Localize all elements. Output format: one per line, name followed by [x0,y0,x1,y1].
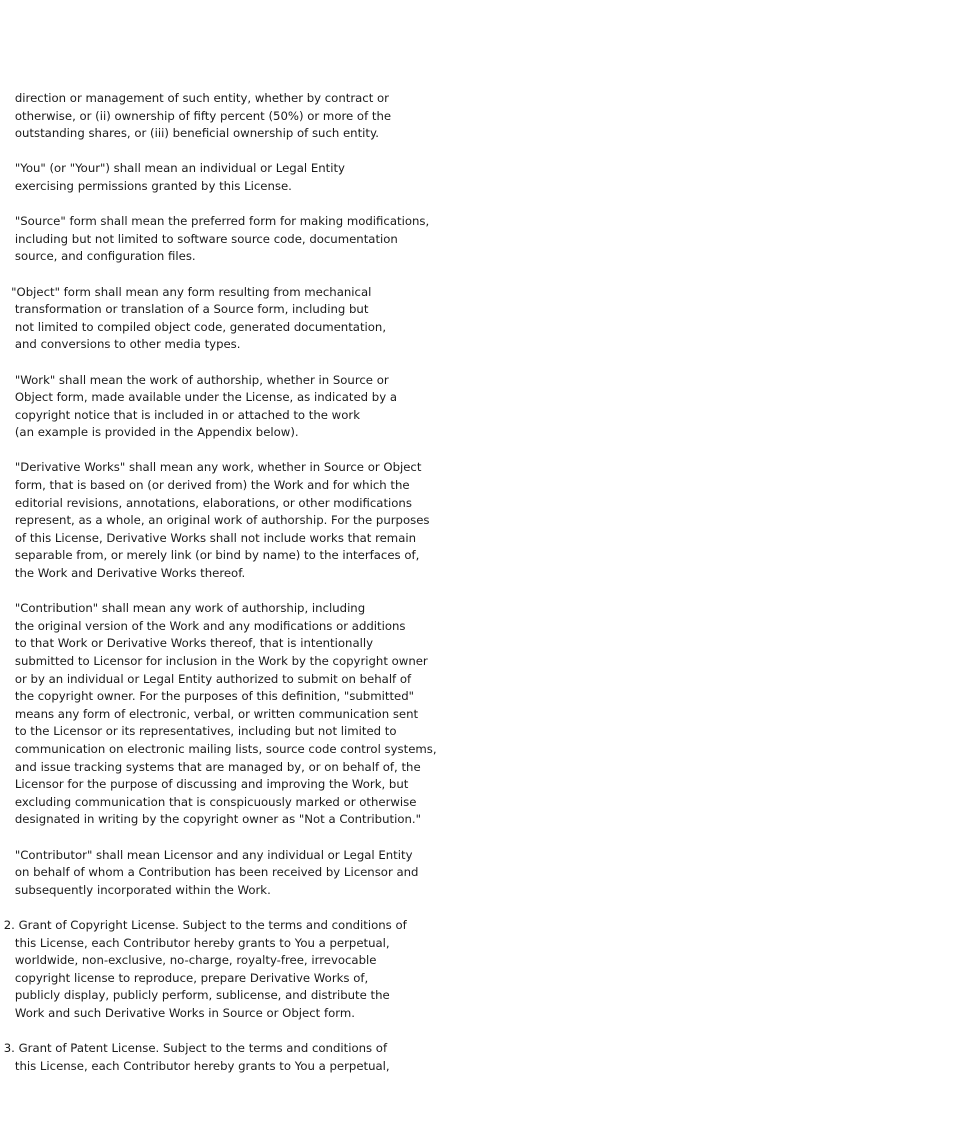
text-line: "Contribution" shall mean any work of authorship, including [0,601,366,616]
text-line: this License, each Contributor hereby grants to You a perpetual, [0,935,390,950]
text-line: "You" (or "Your") shall mean an individual or Legal Entity [0,161,345,176]
text-line: "Object" form shall mean any form resulting from mechanical [0,284,372,299]
license-paragraph [0,213,954,266]
license-paragraph [0,600,954,829]
text-line: including but not limited to software source code, documentation [0,231,398,246]
text-line: 3. Grant of Patent License. Subject to the terms and conditions of [0,1041,388,1056]
text-line: not limited to compiled object code, generated documentation, [0,319,387,334]
text-line: (an example is provided in the Appendix below). [0,425,299,440]
text-line: copyright notice that is included in or attached to the work [0,407,360,422]
text-line: to that Work or Derivative Works thereof, that is intentionally [0,636,374,651]
text-line: excluding communication that is conspicuously marked or otherwise [0,794,417,809]
text-line: transformation or translation of a Source form, including but [0,302,369,317]
text-line: designated in writing by the copyright owner as "Not a Contribution." [0,812,421,827]
text-line: outstanding shares, or (iii) beneficial ownership of such entity. [0,126,379,141]
text-line: Licensor for the purpose of discussing and improving the Work, but [0,777,409,792]
license-paragraph [0,90,954,143]
text-line: exercising permissions granted by this License. [0,178,292,193]
text-line: submitted to Licensor for inclusion in the Work by the copyright owner [0,654,428,668]
text-line: on behalf of whom a Contribution has been received by Licensor and [0,865,419,880]
text-line: "Contributor" shall mean Licensor and any individual or Legal Entity [0,847,413,862]
text-line: or by an individual or Legal Entity authorized to submit on behalf of [0,671,412,686]
text-line: copyright license to reproduce, prepare Derivative Works of, [0,970,369,985]
license-paragraph [0,459,954,582]
license-paragraph [0,160,954,195]
text-line: Work and such Derivative Works in Source or Object form. [0,1005,355,1020]
text-line: Object form, made available under the License, as indicated by a [0,390,397,405]
license-paragraph [0,1040,954,1075]
license-paragraph [0,284,954,354]
text-line: editorial revisions, annotations, elaborations, or other modifications [0,495,412,510]
text-line: direction or management of such entity, whether by contract or [0,91,389,105]
text-line: separable from, or merely link (or bind by name) to the interfaces of, [0,548,420,563]
text-line: the Work and Derivative Works thereof. [0,566,246,581]
text-line: otherwise, or (ii) ownership of fifty percent (50%) or more of the [0,108,392,123]
license-paragraph [0,847,954,900]
text-line: and conversions to other media types. [0,337,241,352]
text-line: "Source" form shall mean the preferred form for making modifications, [0,214,430,229]
license-paragraph [0,372,954,442]
text-line: means any form of electronic, verbal, or written communication sent [0,706,419,721]
license-document [0,90,954,1093]
text-line: worldwide, non-exclusive, no-charge, royalty-free, irrevocable [0,953,377,968]
text-line: the original version of the Work and any modifications or additions [0,618,406,633]
text-line: "Derivative Works" shall mean any work, whether in Source or Object [0,460,422,475]
text-line: source, and configuration files. [0,249,196,264]
license-paragraph [0,917,954,1023]
text-line: and issue tracking systems that are managed by, or on behalf of, the [0,759,421,774]
text-line: subsequently incorporated within the Work. [0,882,271,897]
text-line: represent, as a whole, an original work of authorship. For the purposes [0,513,430,528]
text-line: of this License, Derivative Works shall not include works that remain [0,530,417,545]
text-line: publicly display, publicly perform, sublicense, and distribute the [0,988,390,1003]
text-line: communication on electronic mailing lists, source code control systems, [0,741,437,756]
text-line: to the Licensor or its representatives, including but not limited to [0,724,397,739]
text-line: "Work" shall mean the work of authorship, whether in Source or [0,372,389,387]
text-line: form, that is based on (or derived from) the Work and for which the [0,478,410,493]
text-line: this License, each Contributor hereby grants to You a perpetual, [0,1058,390,1073]
text-line: the copyright owner. For the purposes of this definition, "submitted" [0,689,415,704]
text-line: 2. Grant of Copyright License. Subject to the terms and conditions of [0,917,407,932]
